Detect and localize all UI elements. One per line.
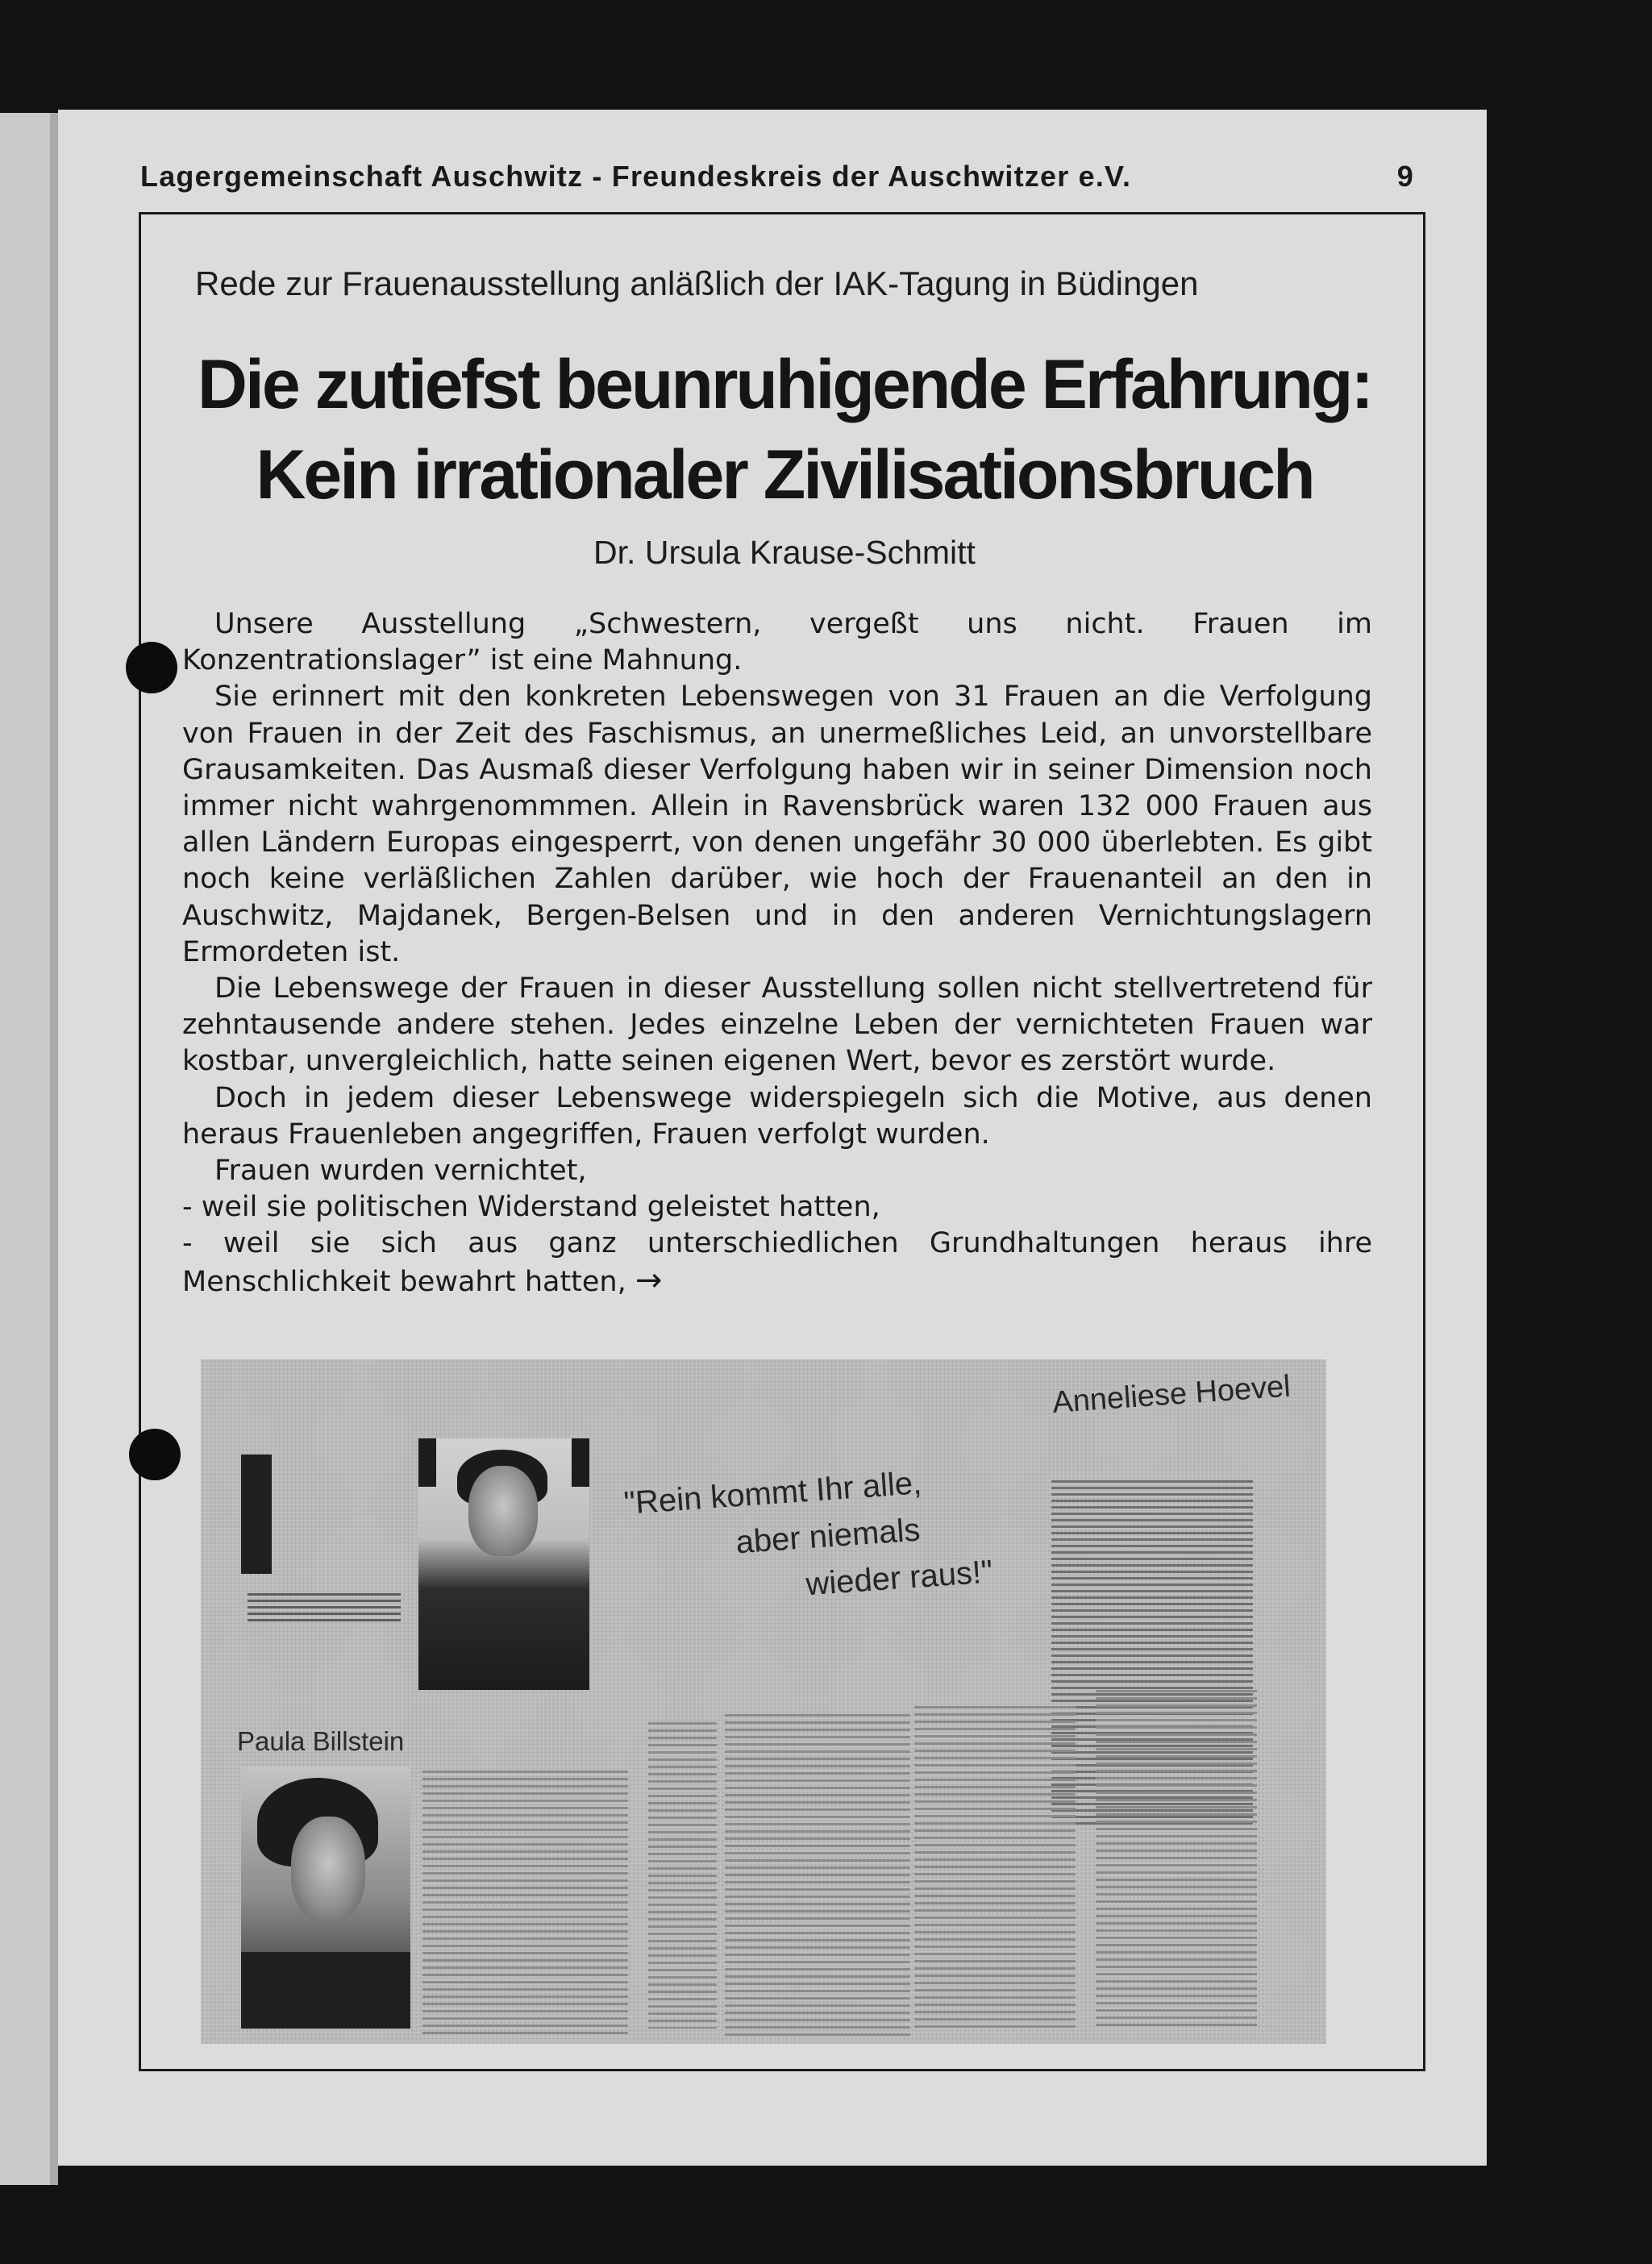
text-panel-lower-right [1096,1690,1257,2029]
paragraph-2: Sie erinnert mit den konkreten Lebenswegen von 31 Frauen an die Verfolgung von Frauen in der Zeit des Faschismus, an unermeßliches Leid, an unvorstellbare Grausamkeiten. Das Ausmaß dieser Verfolgung haben wir in seiner Dimension noch immer nicht wahrgenommmen. Allein in Ravensbrück waren 132 000 Frauen aus allen Ländern Europas eingesperrt, von denen ungefähr 30 000 überlebten. Es gibt noch keine verläßlichen Zahlen darüber, wie hoch der Frauenanteil an den in Auschwitz, Majdanek, Bergen-Belsen und in den anderen Vernichtungslagern Ermordeten ist. [182,680,1372,968]
paragraph-3: Die Lebenswege der Frauen in dieser Ausstellung sollen nicht stellvertretend für zehntausende andere stehen. Jedes einzelne Leben der vernichteten Frauen war kostbar, unvergleichlich, hatte seinen eigenen Wert, bevor es zerstört wurde. [182,972,1372,1078]
paragraph-1: Unsere Ausstellung „Schwestern, vergeßt uns nicht. Frauen im Konzentrationslager” ist eine Mahnung. [182,608,1372,677]
title-line-1: Die zutiefst beunruhigende Erfahrung: [197,346,1372,423]
magazine-page [58,110,1487,2166]
paragraph-4: Doch in jedem dieser Lebenswege widerspiegeln sich die Motive, aus denen heraus Frauenleben angegriffen, Frauen verfolgt wurden. [182,1081,1372,1151]
text-panel-center-right [914,1706,1076,2029]
name-label-paula: Paula Billstein [237,1726,405,1756]
continue-arrow-icon: → [635,1261,663,1299]
publication-name: Lagergemeinschaft Auschwitz - Freundeskreis der Auschwitzer e.V. [140,160,1132,193]
exhibition-quote [622,1451,1051,1621]
quote-line-1: "Rein kommt Ihr alle, [622,1465,923,1521]
running-header [140,160,1414,194]
title-line-2: Kein irrationaler Zivilisationsbruch [256,436,1313,514]
previous-page-edge [0,113,58,2185]
name-label-anneliese: Anneliese Hoevel [1051,1369,1292,1421]
portrait-photo-1 [418,1438,589,1690]
paragraph-5: Frauen wurden vernichtet, [214,1155,587,1188]
punch-hole-bottom [129,1429,181,1480]
list-item-2 [182,1226,1372,1300]
text-panel-left [422,1771,628,2037]
article-title [181,339,1388,520]
article-author: Dr. Ursula Krause-Schmitt [593,534,976,571]
list-item-1: - weil sie politischen Widerstand geleistet hatten, [182,1191,880,1224]
punch-hole-top [126,642,177,693]
quote-line-2: aber niemals [734,1512,922,1561]
text-panel-center [725,1714,910,2037]
article-body [182,606,1372,1301]
page-number: 9 [1396,160,1414,193]
article-kicker: Rede zur Frauenausstellung anläßlich der IAK-Tagung in Büdingen [195,264,1199,302]
quote-line-3: wieder raus!" [805,1554,994,1603]
poster-caption-lines [248,1593,401,1622]
portrait-photo-2 [241,1767,410,2029]
poster-dark-bar [241,1455,272,1574]
text-panel-center-left [648,1722,717,2029]
list-item-2-text: - weil sie sich aus ganz unterschiedlichen Grundhaltungen heraus ihre Menschlichkeit bewahrt hatten, [182,1227,1372,1298]
exhibition-photo [201,1359,1326,2044]
